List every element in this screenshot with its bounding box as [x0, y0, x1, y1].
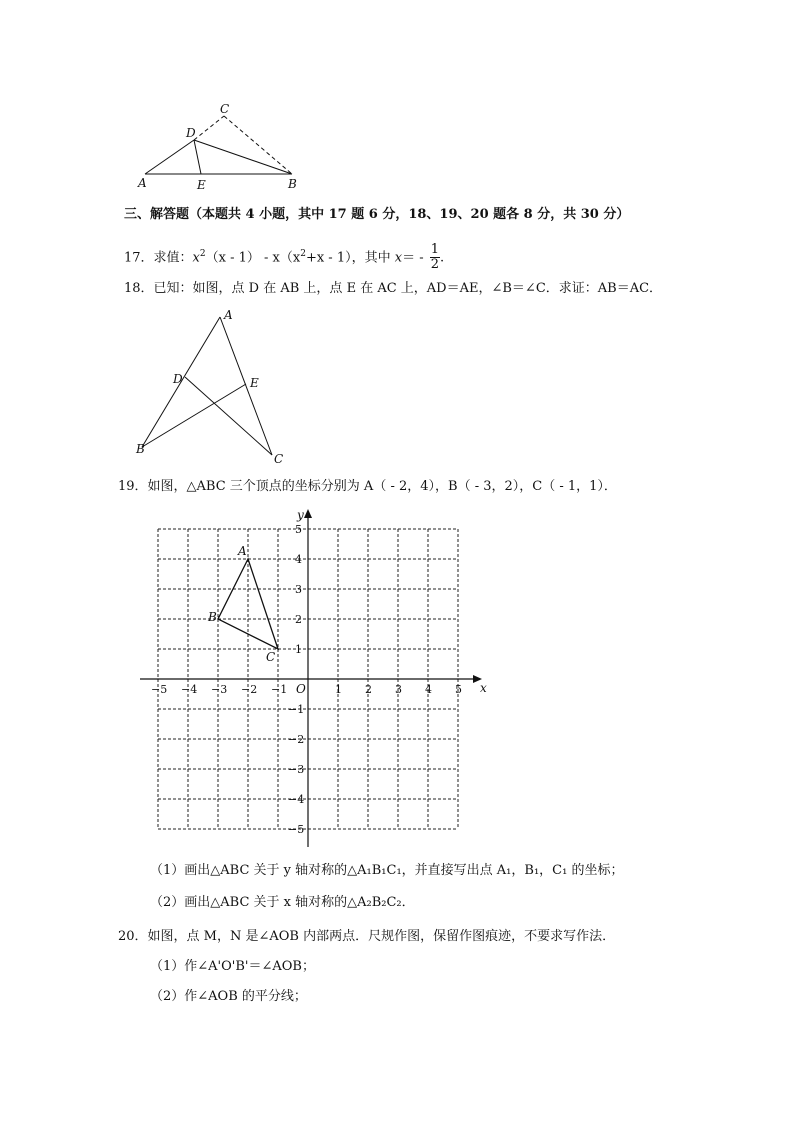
x-tick-label: 2 — [365, 683, 372, 696]
fraction-denominator: 2 — [430, 257, 440, 273]
point-label-a: A — [138, 176, 147, 190]
q17-prefix: 17．求值： — [124, 250, 193, 266]
origin-label: O — [296, 682, 306, 696]
question-19: 19．如图，△ABC 三个顶点的坐标分别为 A（ - 2，4），B（ - 3，2），C（ - 1，1）． — [118, 479, 617, 494]
point-label-e: E — [250, 376, 259, 390]
point-label-c: C — [274, 452, 284, 466]
q20-part-2: （2）作∠AOB 的平分线； — [150, 989, 307, 1004]
vertex-label-c: C — [266, 650, 276, 664]
y-tick-label: −4 — [288, 793, 305, 806]
y-tick-label: 2 — [295, 613, 302, 626]
point-label-b: B — [288, 177, 297, 191]
y-tick-label: 4 — [295, 553, 302, 566]
y-tick-label: −3 — [288, 763, 305, 776]
vertex-label-a: A — [238, 544, 247, 558]
x-tick-label: 4 — [425, 683, 432, 696]
x-tick-label: 1 — [335, 683, 342, 696]
q17-var: x — [394, 250, 403, 266]
question-17: 17．求值：$x^2(x - 1) - x(x^2+x - 1)$，其中 x＝ - $\frac{1}{2}$ . — [124, 242, 445, 273]
figure-triangle-adb — [130, 100, 320, 195]
point-label-c: C — [220, 102, 230, 116]
y-tick-label: 3 — [295, 583, 302, 596]
question-20: 20．如图，点 M，N 是∠AOB 内部两点．尺规作图，保留作图痕迹，不要求写作法． — [118, 929, 616, 944]
x-tick-label: 5 — [455, 683, 462, 696]
x-tick-label: −3 — [211, 683, 228, 696]
y-axis-arrow-icon — [304, 509, 312, 518]
y-tick-label: 1 — [295, 643, 302, 656]
point-label-a: A — [224, 308, 233, 322]
q17-eq: ＝ - — [402, 250, 428, 266]
point-label-d: D — [186, 126, 196, 140]
y-tick-label: −1 — [288, 703, 305, 716]
y-tick-label: −5 — [288, 823, 305, 836]
coordinate-grid — [130, 502, 490, 852]
y-tick-label: 5 — [295, 523, 302, 536]
point-label-b: B — [136, 442, 145, 456]
point-label-d: D — [173, 372, 183, 386]
vertex-label-b: B — [208, 610, 217, 624]
x-tick-label: −5 — [151, 683, 168, 696]
q20-part-1: （1）作∠A'O'B'＝∠AOB； — [150, 959, 315, 974]
x-tick-label: −1 — [271, 683, 288, 696]
x-axis-label: x — [480, 681, 487, 695]
q19-part-2: （2）画出△ABC 关于 x 轴对称的△A₂B₂C₂． — [150, 895, 415, 910]
fraction-one-half — [430, 243, 440, 272]
q17-expr: （x - 1） - x（x — [205, 250, 301, 266]
q17-var-x: x — [192, 250, 200, 266]
q17-end: . — [440, 250, 445, 266]
question-18: 18．已知：如图，点 D 在 AB 上，点 E 在 AC 上，AD＝AE，∠B＝∠C．求证：AB＝AC． — [124, 281, 663, 296]
x-tick-label: −4 — [181, 683, 198, 696]
y-axis-label: y — [297, 508, 304, 522]
figure-crossed-triangle — [130, 305, 300, 470]
x-tick-label: 3 — [395, 683, 402, 696]
fraction-numerator: 1 — [430, 242, 440, 258]
section-heading: 三、解答题（本题共 4 小题，其中 17 题 6 分，18、19、20 题各 8 分，共 30 分） — [124, 207, 630, 222]
q17-expr-cont: +x - 1），其中 — [305, 250, 395, 266]
point-label-e: E — [197, 178, 206, 192]
x-tick-label: −2 — [241, 683, 258, 696]
q19-part-1: （1）画出△ABC 关于 y 轴对称的△A₁B₁C₁，并直接写出点 A₁，B₁，C₁ 的坐标； — [150, 863, 624, 878]
y-tick-label: −2 — [288, 733, 305, 746]
